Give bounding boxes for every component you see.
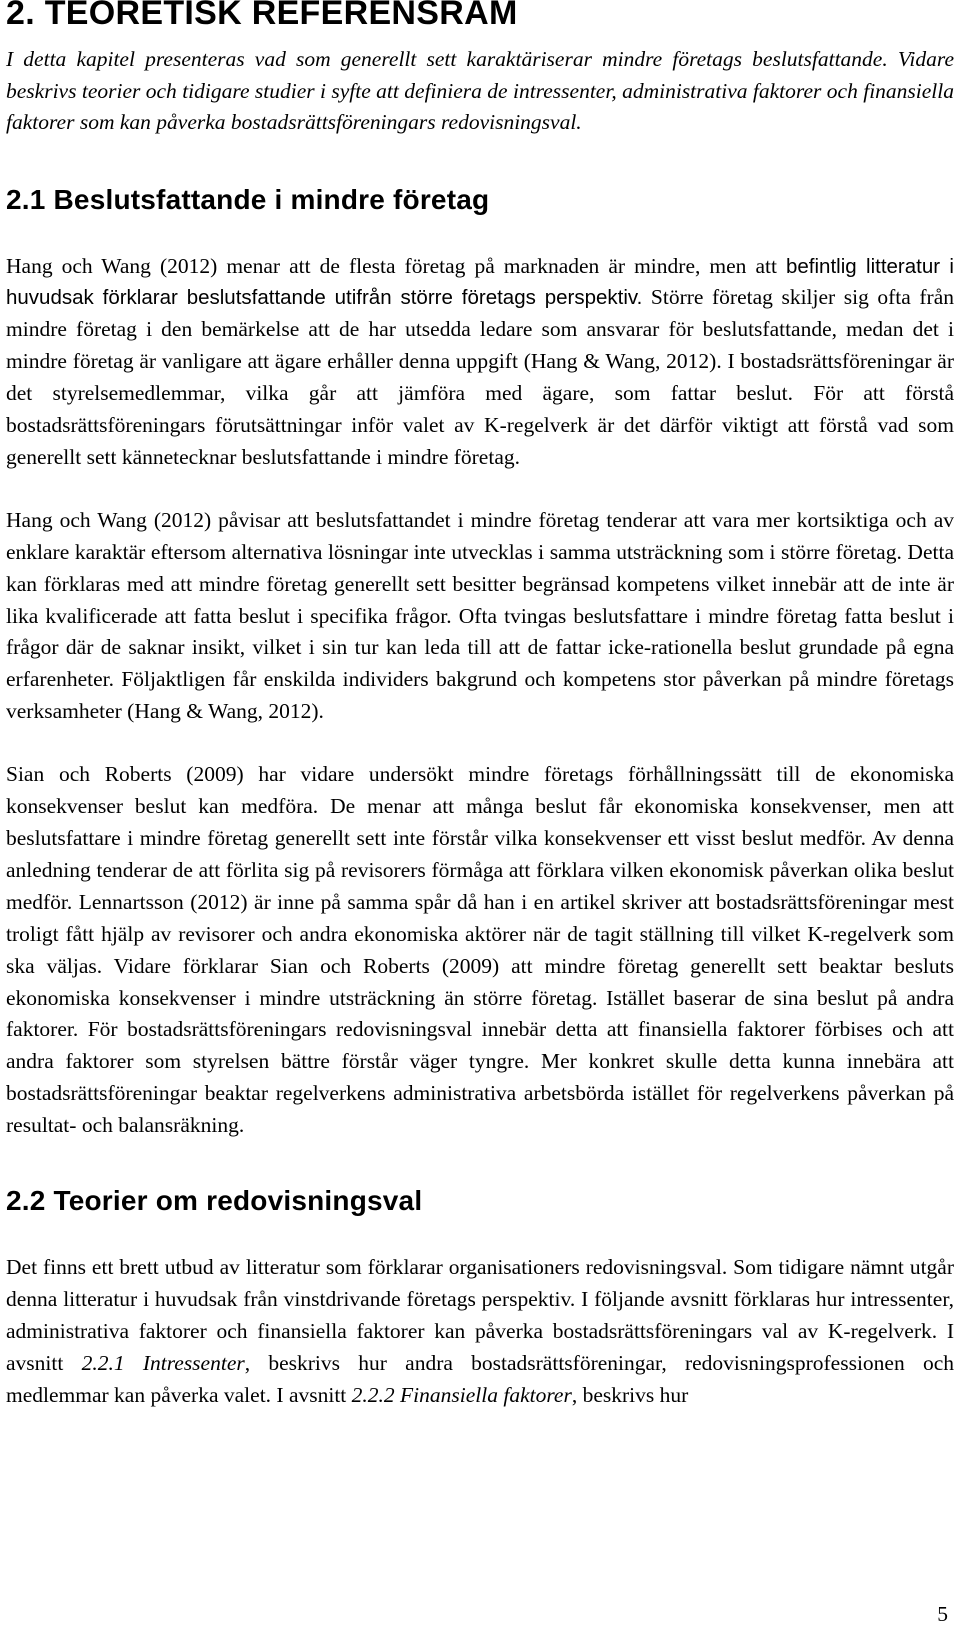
paragraph-text: Hang och Wang (2012) menar att de flesta företag på marknaden är mindre, men att <box>6 253 786 278</box>
paragraph-2-1-1 <box>6 251 954 474</box>
paragraph-2-2-1 <box>6 1252 954 1412</box>
section-heading-2-2: 2.2 Teorier om redovisningsval <box>6 1185 423 1217</box>
paragraph-2-1-3: Sian och Roberts (2009) har vidare undersökt mindre företags förhållningssätt till de ekonomiska konsekvenser beslut kan medföra. De menar att många beslut får ekonomiska konsekvenser, men att beslutsfattare i mindre företag generellt sett inte förstår vilka konsekvenser ett visst beslut medför. Av denna anledning tenderar de att förlita sig på revisorers förmåga att förklara vilken ekonomisk påverkan olika beslut medför. Lennartsson (2012) är inne på samma spår då han i en artikel skriver att bostadsrättsföreningar mest troligt fått hjälp av revisorer och andra ekonomiska aktörer när de tagit ställning till vilket K-regelverk som ska väljas. Vidare förklarar Sian och Roberts (2009) att mindre företag generellt sett beaktar besluts ekonomiska konsekvenser i mindre utsträckning än större företag. Istället baserar de sina beslut på andra faktorer. För bostadsrättsföreningars redovisningsval innebär detta att finansiella faktorer förbises och att andra faktorer som styrelsen bättre förstår väger tyngre. Mer konkret skulle detta kunna innebära att bostadsrättsföreningar beaktar regelverkens administrativa arbetsbörda istället för regelverkens påverkan på resultat- och balansräkning. <box>6 762 954 1138</box>
paragraph-text-sans: befintlig litteratur i huvudsak förklarar beslutsfattande utifrån större företags perspektiv. <box>6 254 954 310</box>
paragraph-text: , beskrivs hur andra bostadsrättsföreningar, redovisningsprofessionen och medlemmar kan påverka valet. I avsnitt <box>6 1350 954 1407</box>
paragraph-text: Större företag skiljer sig ofta från mindre företag i den bemärkelse att de har utsedda ledare som ansvarar för beslutsfattande, medan det i mindre företag är vanligare att ägare erhåller denna uppgift (Hang & Wang, 2012). I bostadsrättsföreningar är det styrelsemedlemmar, vilka går att jämföra med ägare, som fattar beslut. För att förstå bostadsrättsföreningars förutsättningar inför valet av K-regelverk är det därför viktigt att förstå vad som generellt sett kännetecknar beslutsfattande i mindre företag. <box>6 285 954 469</box>
paragraph-text: , beskrivs hur <box>571 1382 689 1407</box>
chapter-heading: 2. TEORETISK REFERENSRAM <box>6 0 518 32</box>
document-page <box>6 0 954 1412</box>
section-reference: 2.2.1 Intressenter <box>81 1350 245 1375</box>
page-number: 5 <box>937 1602 948 1626</box>
section-heading-2-1: 2.1 Beslutsfattande i mindre företag <box>6 183 490 215</box>
section-reference: 2.2.2 Finansiella faktorer <box>351 1382 572 1407</box>
paragraph-text: Det finns ett brett utbud av litteratur som förklarar organisationers redovisningsval. Som tidigare nämnt utgår denna litteratur i huvudsak från vinstdrivande företags perspektiv. I följande avsnitt förklaras hur intressenter, administrativa faktorer och finansiella faktorer kan påverka bostadsrättsföreningars val av K-regelverk. I avsnitt <box>6 1255 954 1375</box>
chapter-intro: I detta kapitel presenteras vad som generellt sett karaktäriserar mindre företags beslutsfattande. Vidare beskrivs teorier och tidigare studier i syfte att definiera de intressenter, administrativa faktorer och finansiella faktorer som kan påverka bostadsrättsföreningars redovisningsval. <box>6 47 954 134</box>
paragraph-2-1-2: Hang och Wang (2012) påvisar att beslutsfattandet i mindre företag tenderar att vara mer kortsiktiga och av enklare karaktär eftersom alternativa lösningar inte utvecklas i samma utsträckning som i större företag. Detta kan förklaras med att mindre företag generellt sett besitter begränsad kompetens vilket innebär att de inte är lika kvalificerade att fatta beslut i specifika frågor. Ofta tvingas beslutsfattare i mindre företag fatta beslut i frågor där de saknar insikt, vilket i sin tur kan leda till att de fattar icke-rationella beslut grundade på egna erfarenheter. Följaktligen får enskilda individers bakgrund och kompetens stor påverkan på mindre företags verksamheter (Hang & Wang, 2012). <box>6 507 954 724</box>
